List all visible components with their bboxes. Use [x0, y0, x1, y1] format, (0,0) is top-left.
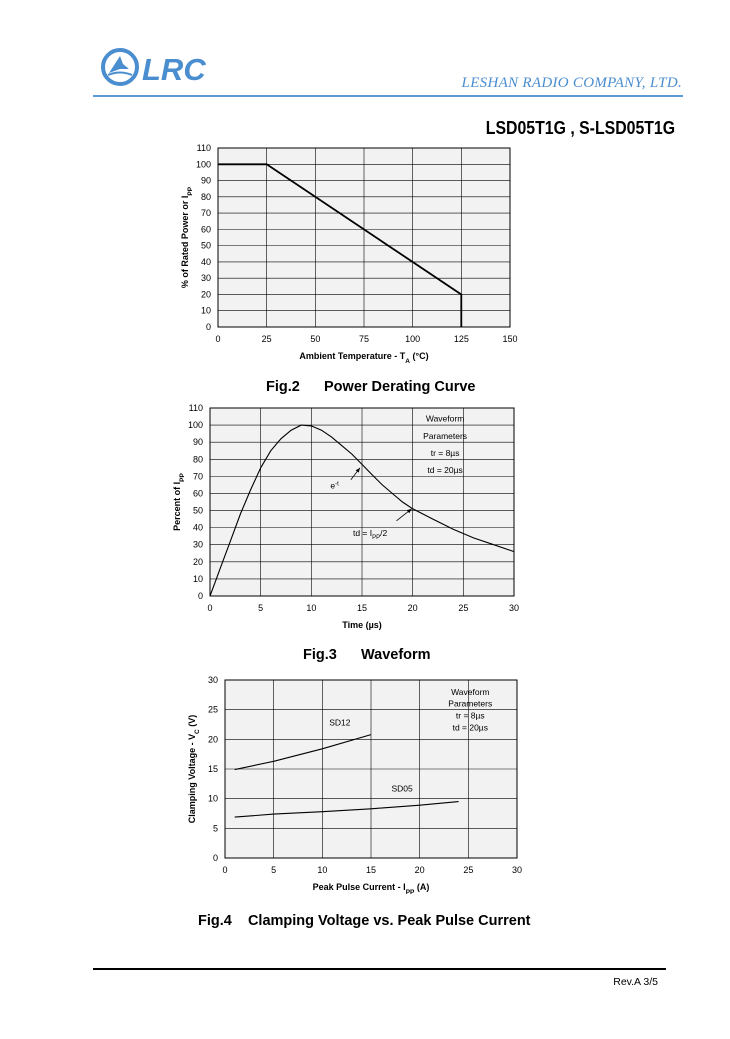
annotation-label: Parameters — [423, 430, 468, 441]
x-tick-label: 0 — [222, 865, 228, 875]
x-axis-label: Time (µs) — [342, 620, 382, 630]
y-tick-label: 70 — [200, 208, 211, 219]
y-tick-label: 30 — [192, 539, 203, 550]
y-tick-label: 10 — [192, 573, 203, 584]
x-tick-label: 5 — [271, 865, 277, 875]
y-tick-label: 25 — [207, 704, 218, 715]
annotation-label: Parameters — [448, 698, 493, 709]
y-axis-label: % of Rated Power or $I_{PP}$ — [180, 186, 194, 289]
annotation-label: tr = 8µs — [455, 710, 485, 721]
annotation-label: td = 20µs — [427, 464, 463, 475]
y-tick-label: 10 — [200, 305, 211, 316]
y-tick-label: 20 — [200, 289, 211, 300]
x-tick-label: 15 — [356, 603, 368, 613]
y-tick-label: 20 — [207, 734, 218, 745]
y-tick-label: 100 — [187, 420, 203, 431]
fig2-caption: Fig.2 Power Derating Curve — [266, 379, 476, 395]
x-tick-label: 150 — [502, 334, 518, 344]
y-tick-label: 30 — [200, 273, 211, 284]
x-tick-label: 20 — [414, 865, 425, 875]
annotation-label: Waveform — [425, 413, 465, 424]
x-tick-label: 75 — [358, 334, 370, 344]
y-tick-label: 60 — [192, 488, 203, 499]
x-tick-label: 25 — [261, 334, 272, 344]
y-tick-label: 10 — [207, 793, 218, 804]
y-tick-label: 0 — [205, 322, 211, 332]
y-tick-label: 90 — [192, 437, 203, 448]
y-tick-label: 5 — [212, 823, 218, 834]
y-tick-label: 90 — [200, 175, 211, 186]
fig3-caption: Fig.3 Waveform — [303, 647, 431, 663]
y-axis-label: Percent of $I_{PP}$ — [172, 473, 186, 531]
header-divider — [93, 95, 683, 97]
footer-divider — [93, 968, 666, 970]
y-tick-label: 110 — [196, 143, 211, 153]
x-tick-label: 30 — [511, 865, 523, 875]
fig2-chart — [170, 138, 530, 373]
part-number: LSD05T1G , S-LSD05T1G — [485, 118, 675, 138]
y-tick-label: 80 — [200, 191, 211, 202]
x-tick-label: 125 — [453, 334, 469, 344]
y-tick-label: 0 — [212, 853, 218, 863]
logo-text: LRC — [142, 52, 206, 87]
y-tick-label: 80 — [192, 454, 203, 465]
annotation-label: SD05 — [391, 783, 413, 794]
fig4-chart — [185, 672, 535, 900]
annotation-label: td = $I_{PP}/2$ — [352, 528, 388, 542]
y-tick-label: 20 — [192, 556, 203, 567]
page-header — [0, 0, 730, 100]
x-tick-label: 50 — [310, 334, 321, 344]
company-name: LESHAN RADIO COMPANY, LTD. — [461, 75, 682, 91]
x-tick-label: 10 — [306, 603, 317, 613]
y-tick-label: 50 — [192, 505, 203, 516]
y-tick-label: 40 — [200, 256, 211, 267]
y-tick-label: 50 — [200, 240, 211, 251]
x-tick-label: 10 — [317, 865, 328, 875]
fig3-chart — [165, 400, 530, 640]
annotation-label: tr = 8µs — [430, 447, 460, 458]
y-tick-label: 70 — [192, 471, 203, 482]
annotation-label: $e^{-t}$ — [330, 480, 339, 491]
y-tick-label: 110 — [188, 403, 203, 413]
x-tick-label: 25 — [458, 603, 469, 613]
revision-label: Rev.A 3/5 — [613, 976, 658, 988]
x-tick-label: 15 — [365, 865, 377, 875]
x-tick-label: 25 — [463, 865, 474, 875]
y-tick-label: 40 — [192, 522, 203, 533]
lrc-logo — [100, 46, 225, 90]
y-tick-label: 0 — [197, 591, 203, 601]
x-tick-label: 30 — [508, 603, 520, 613]
annotation-label: Waveform — [451, 686, 490, 697]
x-tick-label: 5 — [258, 603, 264, 613]
x-tick-label: 0 — [215, 334, 221, 344]
y-tick-label: 30 — [207, 675, 218, 685]
annotation-label: SD12 — [329, 717, 351, 728]
y-tick-label: 15 — [207, 764, 218, 774]
y-tick-label: 60 — [200, 224, 211, 235]
y-tick-label: 100 — [195, 159, 211, 170]
x-tick-label: 20 — [407, 603, 418, 613]
x-axis-label: Peak Pulse Current - $I_{PP}$ (A) — [312, 882, 430, 896]
x-axis-label: Ambient Temperature - $T_A$ (°C) — [299, 351, 429, 365]
x-tick-label: 100 — [405, 334, 421, 344]
x-tick-label: 0 — [207, 603, 213, 613]
annotation-label: td = 20µs — [452, 722, 488, 733]
fig4-caption: Fig.4 Clamping Voltage vs. Peak Pulse Current — [198, 913, 531, 929]
y-axis-label: Clamping Voltage - $V_C$ (V) — [187, 714, 201, 824]
